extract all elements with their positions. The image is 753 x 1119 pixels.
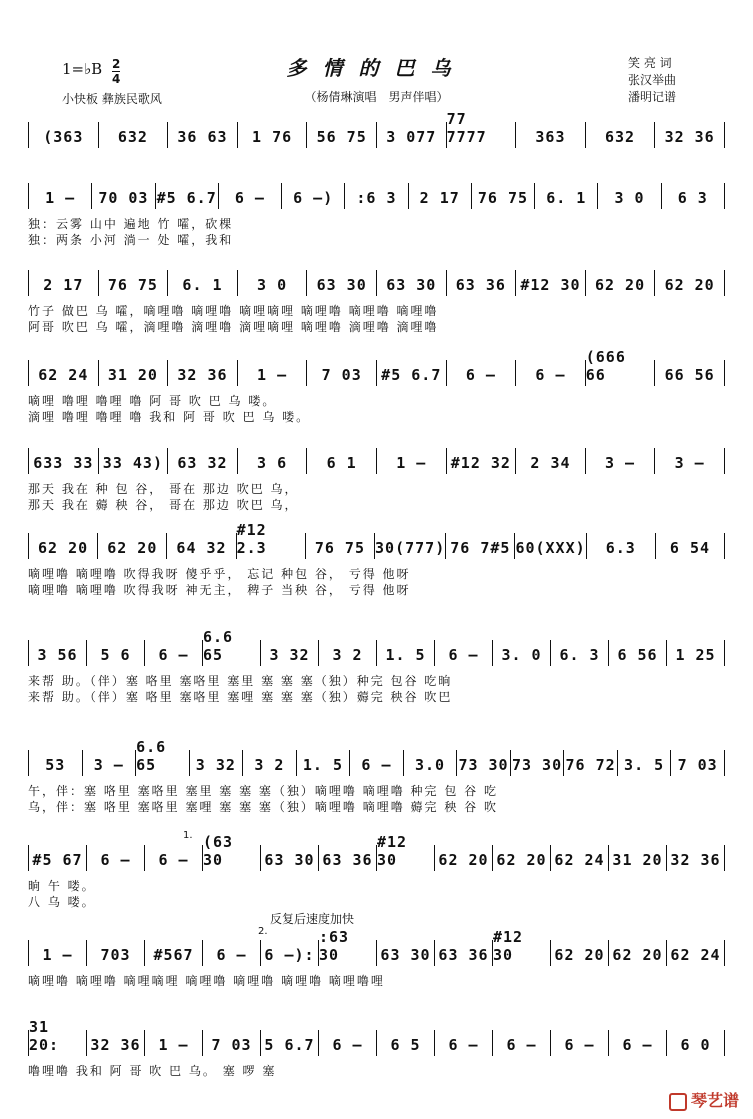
score-system bbox=[28, 738, 725, 776]
measure: 62 20 bbox=[551, 940, 609, 966]
measure: 3. 5 bbox=[618, 750, 672, 776]
transcriber: 潘明记谱 bbox=[628, 90, 677, 104]
measure: 6 56 bbox=[609, 640, 667, 666]
measure: 6 – bbox=[350, 750, 404, 776]
measure: (666 66 bbox=[586, 360, 656, 386]
lyric-line: 晌 午 喽。 bbox=[28, 879, 96, 893]
measure: 64 32 bbox=[167, 533, 236, 559]
measure: 6.6 65 bbox=[136, 750, 190, 776]
measure: 633 33 bbox=[28, 448, 99, 474]
score-system bbox=[28, 110, 725, 148]
measure: 76 75 bbox=[472, 183, 535, 209]
lyric-line: 嘀哩噜 嘀哩噜 吹得我呀 神无主， 稗子 当秧 谷， 亏得 他呀 bbox=[28, 583, 411, 597]
measure: 76 75 bbox=[99, 270, 169, 296]
lyric-line: 独：两条 小河 淌一 处 嚯，我和 bbox=[28, 233, 234, 247]
logo-text: 琴艺谱 bbox=[690, 1091, 739, 1110]
score-system bbox=[28, 348, 725, 386]
measure: #12 32 bbox=[447, 448, 517, 474]
lyric-line: 来帮 助。（伴）塞 咯里 塞咯里 塞哩 塞 塞 塞（独）薅完 秧谷 吹巴 bbox=[28, 690, 453, 704]
measure: 6. 3 bbox=[551, 640, 609, 666]
measure: 32 36 bbox=[87, 1030, 145, 1056]
lyric-line: 独：云雾 山中 遍地 竹 嚯，砍棵 bbox=[28, 217, 234, 231]
measure: 33 43) bbox=[99, 448, 169, 474]
score-system bbox=[28, 928, 725, 966]
measure: 7 03 bbox=[203, 1030, 261, 1056]
lyric-line: 嘀哩噜 嘀哩噜 嘀哩嘀哩 嘀哩噜 嘀哩噜 嘀哩噜 嘀哩噜哩 bbox=[28, 974, 385, 988]
measure: 62 24 bbox=[551, 845, 609, 871]
measure: 3 32 bbox=[261, 640, 319, 666]
lyricist: 笑 亮 词 bbox=[628, 56, 672, 70]
measure: 1 – bbox=[145, 1030, 203, 1056]
measure: 76 7#5 bbox=[446, 533, 515, 559]
measure: 2 17 bbox=[28, 270, 99, 296]
score-system bbox=[28, 270, 725, 296]
measure: 6 3 bbox=[662, 183, 725, 209]
lyric-line: 竹子 做巴 乌 嚯，嘀哩噜 嘀哩噜 嘀哩嘀哩 嘀哩噜 嘀哩噜 嘀哩噜 bbox=[28, 304, 439, 318]
measure: 6 54 bbox=[656, 533, 725, 559]
measure: 6 5 bbox=[377, 1030, 435, 1056]
measure: 6 – bbox=[219, 183, 282, 209]
measure: #567 bbox=[145, 940, 203, 966]
measure: 6.3 bbox=[587, 533, 656, 559]
measure: 6 – bbox=[447, 360, 517, 386]
measure: 6. 1 bbox=[535, 183, 598, 209]
measure: 7 03 bbox=[307, 360, 377, 386]
measure: 62 20 bbox=[435, 845, 493, 871]
measure: 63 32 bbox=[168, 448, 238, 474]
measure: (363 bbox=[28, 122, 99, 148]
measure: 1 – bbox=[377, 448, 447, 474]
lyric-line: 乌，伴：塞 咯里 塞咯里 塞哩 塞 塞 塞（独）嘀哩噜 嘀哩噜 薅完 秧 谷 吹 bbox=[28, 800, 498, 814]
measure: 63 36 bbox=[447, 270, 517, 296]
measure: 3 0 bbox=[238, 270, 308, 296]
measure: 3.0 bbox=[404, 750, 458, 776]
lyric-line: 那天 我在 薅 秧 谷， 哥在 那边 吹巴 乌， bbox=[28, 498, 299, 512]
measure: 76 75 bbox=[306, 533, 375, 559]
measure: 62 24 bbox=[667, 940, 725, 966]
measure: #12 30 bbox=[516, 270, 586, 296]
measure: 1 – bbox=[238, 360, 308, 386]
measure: 63 36 bbox=[319, 845, 377, 871]
measure: 703 bbox=[87, 940, 145, 966]
measure: 632 bbox=[586, 122, 656, 148]
lyric-line: 嘀哩 噜哩 噜哩 噜 阿 哥 吹 巴 乌 喽。 bbox=[28, 394, 277, 408]
measure: 6. 1 bbox=[168, 270, 238, 296]
measure: 3 – bbox=[586, 448, 656, 474]
measure: #12 30 bbox=[493, 940, 551, 966]
tempo-marking: 小快板 彝族民歌风 bbox=[62, 92, 162, 106]
lyric-line: 午，伴：塞 咯里 塞咯里 塞里 塞 塞 塞（独）嘀哩噜 嘀哩噜 种完 包 谷 吃 bbox=[28, 784, 498, 798]
measure: 53 bbox=[28, 750, 83, 776]
score-system bbox=[28, 628, 725, 666]
measure: 63 30 bbox=[377, 940, 435, 966]
measure: 6 – bbox=[319, 1030, 377, 1056]
measure: 63 36 bbox=[435, 940, 493, 966]
song-subtitle: （杨倩琳演唱 男声伴唱） bbox=[304, 90, 449, 104]
lyric-line: 滴哩 噜哩 噜哩 噜 我和 阿 哥 吹 巴 乌 喽。 bbox=[28, 410, 311, 424]
measure: 31 20: bbox=[28, 1030, 87, 1056]
key-signature: 1=♭B bbox=[62, 60, 103, 78]
measure: 5 6.7 bbox=[261, 1030, 319, 1056]
measure: 6 – bbox=[435, 1030, 493, 1056]
measure: 60(XXX) bbox=[515, 533, 586, 559]
measure: 31 20 bbox=[99, 360, 169, 386]
measure: 6.6 65 bbox=[203, 640, 261, 666]
song-title: 多情的巴乌 bbox=[286, 56, 467, 80]
meter-top: 2 bbox=[112, 57, 121, 71]
measure: 3 56 bbox=[28, 640, 87, 666]
ending-2-label: 2. bbox=[258, 926, 268, 937]
measure: 70 03 bbox=[92, 183, 155, 209]
measure: 3 077 bbox=[377, 122, 447, 148]
measure: 3 0 bbox=[598, 183, 661, 209]
measure: 6 – bbox=[435, 640, 493, 666]
measure: 3 2 bbox=[243, 750, 297, 776]
measure: 632 bbox=[99, 122, 169, 148]
meter-bottom: 4 bbox=[112, 72, 121, 86]
composer: 张汉举曲 bbox=[628, 73, 677, 87]
measure: 76 72 bbox=[564, 750, 618, 776]
measure: 6 – bbox=[87, 845, 145, 871]
measure: 3 2 bbox=[319, 640, 377, 666]
measure: 2 34 bbox=[516, 448, 586, 474]
measure: 62 20 bbox=[586, 270, 656, 296]
measure: 62 20 bbox=[655, 270, 725, 296]
measure: #5 6.7 bbox=[377, 360, 447, 386]
measure: 3 6 bbox=[238, 448, 308, 474]
measure: 62 20 bbox=[609, 940, 667, 966]
lyric-line: 那天 我在 种 包 谷， 哥在 那边 吹巴 乌， bbox=[28, 482, 299, 496]
measure: 6 –) bbox=[282, 183, 345, 209]
measure: 63 30 bbox=[377, 270, 447, 296]
measure: 63 30 bbox=[307, 270, 377, 296]
measure: 6 – bbox=[516, 360, 586, 386]
measure: (63 30 bbox=[203, 845, 261, 871]
score-system bbox=[28, 521, 725, 559]
measure: 66 56 bbox=[655, 360, 725, 386]
measure: 1 – bbox=[28, 183, 92, 209]
measure: #5 6.7 bbox=[156, 183, 219, 209]
measure: 3 – bbox=[83, 750, 137, 776]
measure: :6 3 bbox=[345, 183, 408, 209]
measure: 1 – bbox=[28, 940, 87, 966]
score-system bbox=[28, 833, 725, 871]
measure: 2 17 bbox=[409, 183, 472, 209]
measure: 62 20 bbox=[493, 845, 551, 871]
measure: 6 – bbox=[493, 1030, 551, 1056]
measure: 3 32 bbox=[190, 750, 244, 776]
measure: 1. 5 bbox=[377, 640, 435, 666]
score-system bbox=[28, 448, 725, 474]
measure: 62 20 bbox=[28, 533, 98, 559]
measure: 6 0 bbox=[667, 1030, 725, 1056]
measure: 6 – bbox=[145, 845, 203, 871]
measure: 363 bbox=[516, 122, 586, 148]
credits bbox=[628, 55, 676, 106]
lyric-line: 嘀哩噜 嘀哩噜 吹得我呀 傻乎乎， 忘记 种包 谷， 亏得 他呀 bbox=[28, 567, 411, 581]
measure: 77 7777 bbox=[447, 122, 517, 148]
measure: #5 67 bbox=[28, 845, 87, 871]
measure: :63 30 bbox=[319, 940, 377, 966]
measure: 6 1 bbox=[307, 448, 377, 474]
score-system bbox=[28, 1018, 725, 1056]
measure: #12 30 bbox=[377, 845, 435, 871]
measure: 30(777) bbox=[375, 533, 446, 559]
measure: 62 20 bbox=[98, 533, 167, 559]
measure: 7 03 bbox=[671, 750, 725, 776]
measure: 5 6 bbox=[87, 640, 145, 666]
measure: 1 76 bbox=[238, 122, 308, 148]
measure: 32 36 bbox=[667, 845, 725, 871]
measure: 73 30 bbox=[511, 750, 565, 776]
measure: 73 30 bbox=[457, 750, 511, 776]
measure: 32 36 bbox=[168, 360, 238, 386]
measure: 62 24 bbox=[28, 360, 99, 386]
measure: 6 – bbox=[145, 640, 203, 666]
measure: 31 20 bbox=[609, 845, 667, 871]
measure: 1 25 bbox=[667, 640, 725, 666]
measure: #12 2.3 bbox=[237, 533, 306, 559]
measure: 1. 5 bbox=[297, 750, 351, 776]
measure: 63 30 bbox=[261, 845, 319, 871]
lyric-line: 阿哥 吹巴 乌 嚯，滴哩噜 滴哩噜 滴哩嘀哩 嘀哩噜 滴哩噜 滴哩噜 bbox=[28, 320, 439, 334]
site-logo bbox=[669, 1088, 739, 1111]
lyric-line: 来帮 助。（伴）塞 咯里 塞咯里 塞里 塞 塞 塞（独）种完 包谷 吃晌 bbox=[28, 674, 453, 688]
measure: 56 75 bbox=[307, 122, 377, 148]
repeat-note: 反复后速度加快 bbox=[270, 912, 355, 926]
measure: 3. 0 bbox=[493, 640, 551, 666]
score-system bbox=[28, 183, 725, 209]
measure: 3 – bbox=[655, 448, 725, 474]
measure: 6 – bbox=[609, 1030, 667, 1056]
logo-icon bbox=[669, 1093, 687, 1111]
measure: 6 –): bbox=[261, 940, 319, 966]
ending-1-label: 1. bbox=[183, 830, 193, 841]
measure: 6 – bbox=[551, 1030, 609, 1056]
measure: 32 36 bbox=[655, 122, 725, 148]
lyric-line: 八 乌 喽。 bbox=[28, 895, 96, 909]
lyric-line: 噜哩噜 我和 阿 哥 吹 巴 乌。 塞 啰 塞 bbox=[28, 1064, 277, 1078]
measure: 36 63 bbox=[168, 122, 238, 148]
measure: 6 – bbox=[203, 940, 261, 966]
